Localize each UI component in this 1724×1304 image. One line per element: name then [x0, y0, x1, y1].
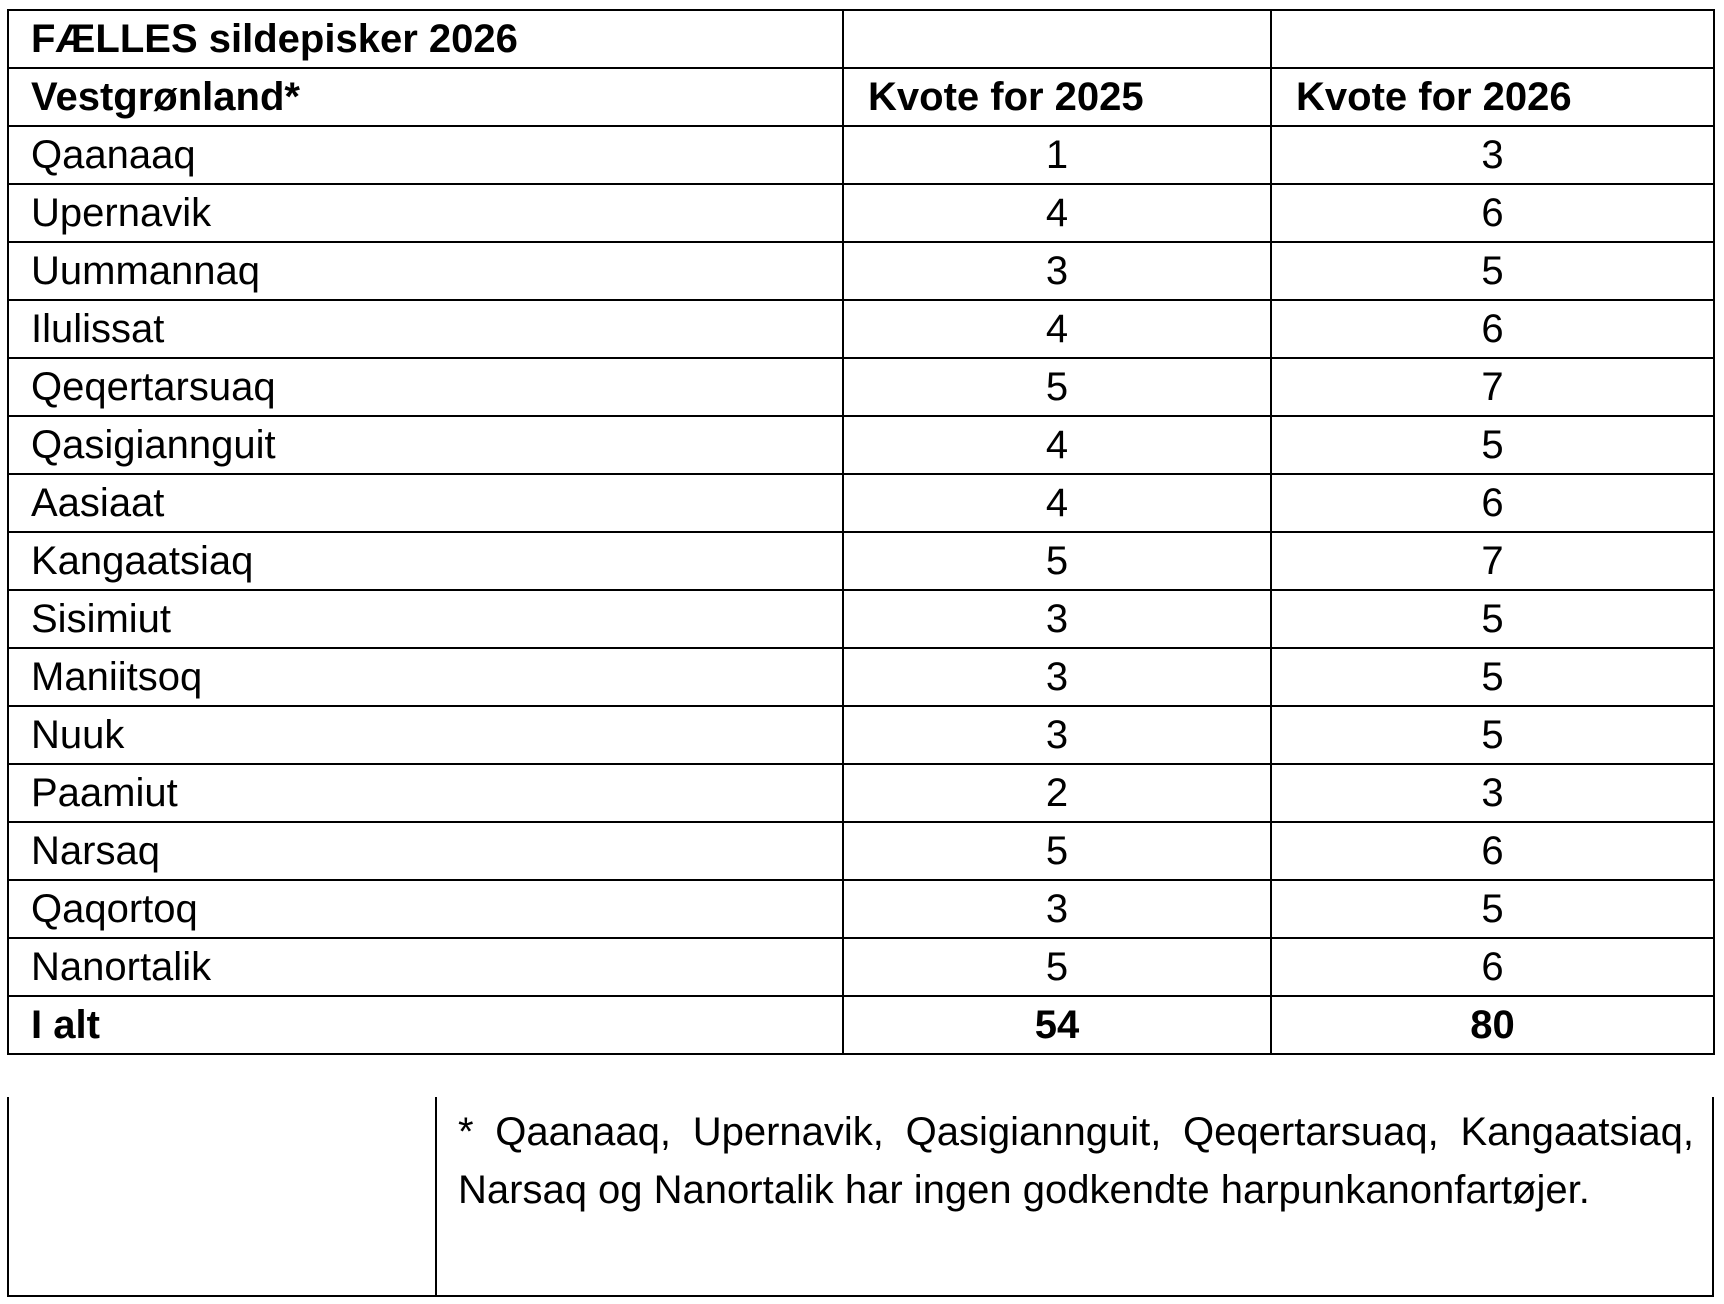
table-row [8, 590, 1714, 648]
footnote-text: * Qaanaaq, Upernavik, Qasigiannguit, Qeqertarsuaq, Kangaatsiaq, Narsaq og Nanortalik har ingen godkendte harpunkanonfartøjer. [458, 1110, 1694, 1212]
town-name: Kangaatsiaq [8, 532, 843, 590]
town-name: Upernavik [8, 184, 843, 242]
town-name: Nuuk [8, 706, 843, 764]
quota-2025-header: Kvote for 2025 [843, 68, 1271, 126]
quota-2025-value: 5 [843, 532, 1271, 590]
table-row [8, 822, 1714, 880]
quota-2025-value: 3 [843, 590, 1271, 648]
quota-2025-value: 3 [843, 242, 1271, 300]
quota-2026-value: 5 [1271, 590, 1714, 648]
town-name: Nanortalik [8, 938, 843, 996]
region-header: Vestgrønland* [8, 68, 843, 126]
empty-cell [843, 10, 1271, 68]
quota-2025-value: 5 [843, 822, 1271, 880]
total-row [8, 996, 1714, 1054]
table-row [8, 938, 1714, 996]
town-name: Qasigiannguit [8, 416, 843, 474]
empty-cell [1271, 10, 1714, 68]
town-name: Narsaq [8, 822, 843, 880]
table-row [8, 126, 1714, 184]
town-name: Aasiaat [8, 474, 843, 532]
quota-table [7, 9, 1715, 1055]
quota-2026-value: 6 [1271, 822, 1714, 880]
quota-table-body [8, 10, 1714, 1054]
town-name: Qaqortoq [8, 880, 843, 938]
table-title: FÆLLES sildepisker 2026 [8, 10, 843, 68]
table-row [8, 880, 1714, 938]
quota-2025-value: 3 [843, 880, 1271, 938]
quota-2025-value: 4 [843, 300, 1271, 358]
quota-2026-value: 3 [1271, 126, 1714, 184]
quota-2026-value: 6 [1271, 938, 1714, 996]
table-row [8, 242, 1714, 300]
total-2025-value: 54 [843, 996, 1271, 1054]
quota-2025-value: 3 [843, 648, 1271, 706]
quota-2025-value: 1 [843, 126, 1271, 184]
quota-2026-header: Kvote for 2026 [1271, 68, 1714, 126]
town-name: Paamiut [8, 764, 843, 822]
quota-2025-value: 5 [843, 358, 1271, 416]
title-row [8, 10, 1714, 68]
table-row [8, 358, 1714, 416]
table-row [8, 648, 1714, 706]
town-name: Qeqertarsuaq [8, 358, 843, 416]
quota-2025-value: 4 [843, 184, 1271, 242]
table-row [8, 532, 1714, 590]
quota-2025-value: 2 [843, 764, 1271, 822]
quota-2026-value: 5 [1271, 880, 1714, 938]
quota-2025-value: 5 [843, 938, 1271, 996]
quota-2026-value: 7 [1271, 358, 1714, 416]
quota-2026-value: 7 [1271, 532, 1714, 590]
town-name: Maniitsoq [8, 648, 843, 706]
quota-2026-value: 3 [1271, 764, 1714, 822]
table-row [8, 184, 1714, 242]
quota-2026-value: 5 [1271, 242, 1714, 300]
footnote-divider [435, 1097, 437, 1295]
quota-2025-value: 3 [843, 706, 1271, 764]
table-row [8, 764, 1714, 822]
quota-2026-value: 5 [1271, 416, 1714, 474]
quota-2026-value: 5 [1271, 648, 1714, 706]
town-name: Ilulissat [8, 300, 843, 358]
footnote-box [7, 1097, 1714, 1297]
quota-2026-value: 6 [1271, 184, 1714, 242]
quota-2025-value: 4 [843, 416, 1271, 474]
town-name: Uummannaq [8, 242, 843, 300]
table-row [8, 416, 1714, 474]
header-row [8, 68, 1714, 126]
town-name: Sisimiut [8, 590, 843, 648]
total-label: I alt [8, 996, 843, 1054]
quota-2025-value: 4 [843, 474, 1271, 532]
quota-2026-value: 6 [1271, 300, 1714, 358]
total-2026-value: 80 [1271, 996, 1714, 1054]
quota-2026-value: 5 [1271, 706, 1714, 764]
table-row [8, 706, 1714, 764]
table-row [8, 300, 1714, 358]
quota-2026-value: 6 [1271, 474, 1714, 532]
table-row [8, 474, 1714, 532]
town-name: Qaanaaq [8, 126, 843, 184]
